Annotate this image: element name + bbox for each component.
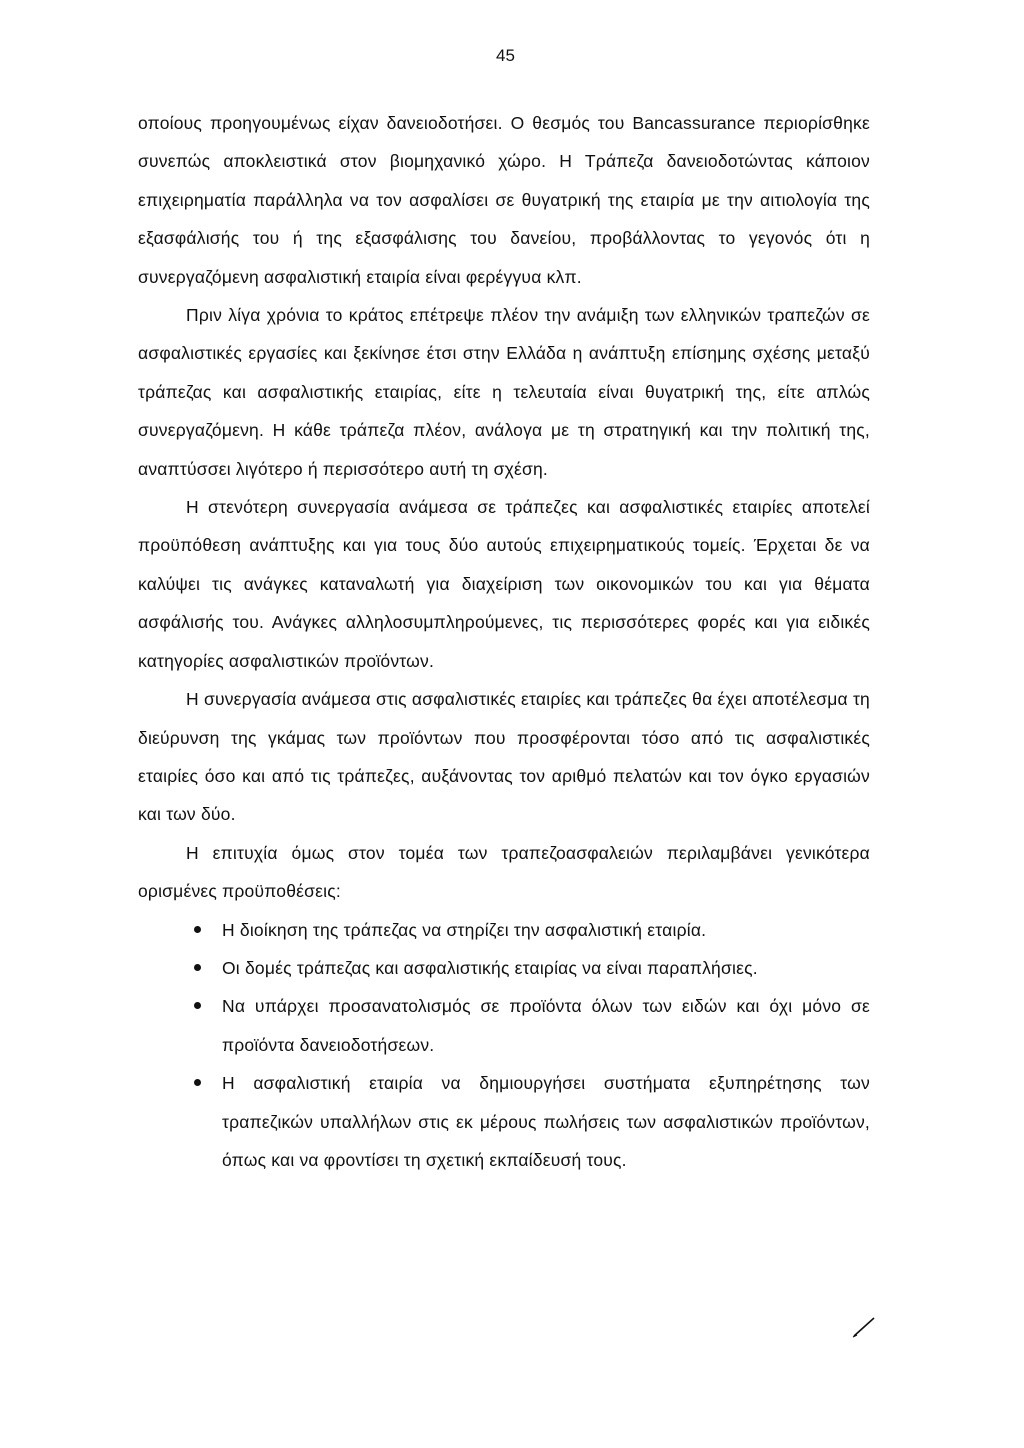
list-item [138, 1064, 870, 1179]
bullet-icon [194, 1079, 201, 1086]
list-item [138, 987, 870, 1064]
bullet-icon [194, 964, 201, 971]
list-item [138, 949, 870, 987]
list-item-text: Η ασφαλιστική εταιρία να δημιουργήσει συστήματα εξυπηρέτησης των τραπεζικών υπαλλήλων στις εκ μέρους πωλήσεις των ασφαλιστικών προϊόντων, όπως και να φροντίσει τη σχετική εκπαίδευσή τους. [222, 1073, 870, 1170]
bullet-icon [194, 1002, 201, 1009]
list-item-text: Να υπάρχει προσανατολισμός σε προϊόντα όλων των ειδών και όχι μόνο σε προϊόντα δανειοδοτήσεων. [222, 996, 870, 1055]
list-item-text: Οι δομές τράπεζας και ασφαλιστικής εταιρίας να είναι παραπλήσιες. [222, 957, 758, 978]
paragraph-5: Η επιτυχία όμως στον τομέα των τραπεζοασφαλειών περιλαμβάνει γενικότερα ορισμένες προϋποθέσεις: [138, 842, 870, 902]
paragraph-4: Η συνεργασία ανάμεσα στις ασφαλιστικές εταιρίες και τράπεζες θα έχει αποτέλεσμα τη διεύρυνση της γκάμας των προϊόντων που προσφέρονται τόσο από τις ασφαλιστικές εταιρίες όσο και από τις τράπεζες, αυξάνοντας τον αριθμό πελατών και τον όγκο εργασιών και των δύο. [138, 689, 870, 825]
paragraph-1: οποίους προηγουμένως είχαν δανειοδοτήσει. Ο θεσμός του Bancassurance περιορίσθηκε συνεπώς αποκλειστικά στον βιομηχανικό χώρο. Η Τράπεζα δανειοδοτώντας κάποιον επιχειρηματία παράλληλα να τον ασφαλίσει σε θυγατρική της εταιρία με την αιτιολογία της εξασφάλισής του ή της εξασφάλισης του δανείου, προβάλλοντας το γεγονός ότι η συνεργαζόμενη ασφαλιστική εταιρία είναι φερέγγυα κλπ. [138, 113, 870, 287]
document-body [138, 104, 870, 1179]
page-number: 45 [496, 46, 515, 65]
paragraph-3: Η στενότερη συνεργασία ανάμεσα σε τράπεζες και ασφαλιστικές εταιρίες αποτελεί προϋπόθεση ανάπτυξης και για τους δύο αυτούς επιχειρηματικούς τομείς. Έρχεται δε να καλύψει τις ανάγκες καταναλωτή για διαχείριση των οικονομικών του και για θέματα ασφάλισής του. Ανάγκες αλληλοσυμπληρούμενες, τις περισσότερες φορές και για ειδικές κατηγορίες ασφαλιστικών προϊόντων. [138, 497, 870, 671]
list-item [138, 911, 870, 949]
conditions-list [138, 911, 870, 1180]
list-item-text: Η διοίκηση της τράπεζας να στηρίζει την ασφαλιστική εταιρία. [222, 919, 707, 940]
pen-mark-icon [852, 1316, 876, 1338]
bullet-icon [194, 926, 201, 933]
paragraph-2: Πριν λίγα χρόνια το κράτος επέτρεψε πλέον την ανάμιξη των ελληνικών τραπεζών σε ασφαλιστικές εργασίες και ξεκίνησε έτσι στην Ελλάδα η ανάπτυξη επίσημης σχέσης μεταξύ τράπεζας και ασφαλιστικής εταιρίας, είτε η τελευταία είναι θυγατρική της, είτε απλώς συνεργαζόμενη. Η κάθε τράπεζα πλέον, ανάλογα με τη στρατηγική και την πολιτική της, αναπτύσσει λιγότερο ή περισσότερο αυτή τη σχέση. [138, 305, 870, 479]
